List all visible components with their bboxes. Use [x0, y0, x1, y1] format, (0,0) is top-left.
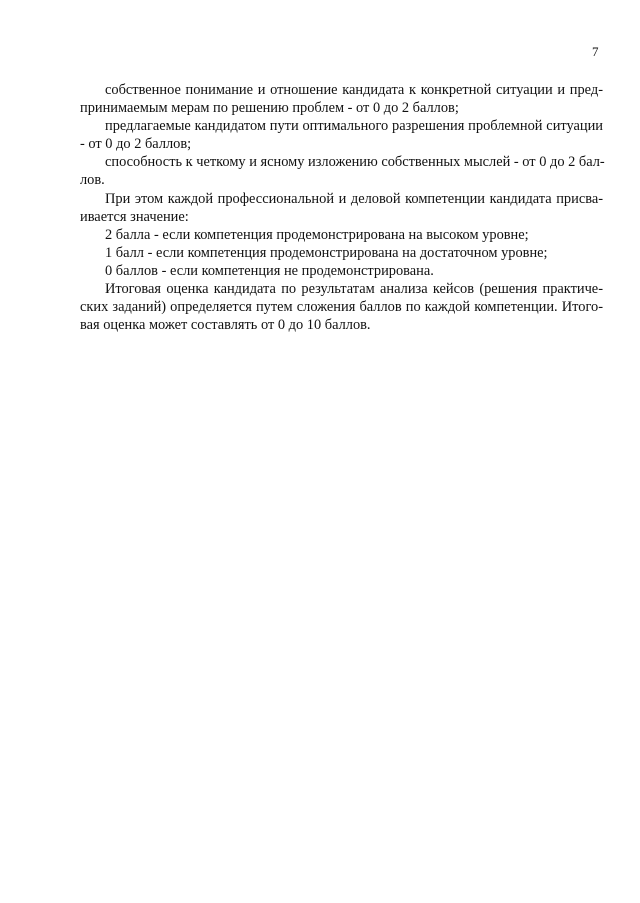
paragraph-line: лов.: [80, 172, 105, 189]
paragraph-line: собственное понимание и отношение кандидата к конкретной ситуации и пред-: [105, 82, 603, 98]
paragraph-line: ских заданий) определяется путем сложения баллов по каждой компетенции. Итого-: [80, 299, 603, 316]
paragraph-score-one: [80, 244, 603, 262]
paragraph-score-two: [80, 226, 603, 244]
paragraph-line: - от 0 до 2 баллов;: [80, 136, 192, 153]
document-body: [80, 81, 603, 334]
paragraph-scoring-intro: [80, 190, 603, 226]
paragraph-line: Итоговая оценка кандидата по результатам анализа кейсов (решения практиче-: [105, 281, 603, 298]
paragraph-score-zero: [80, 262, 603, 280]
paragraph-criterion-understanding: [80, 81, 603, 117]
paragraph-final-score: [80, 280, 603, 334]
paragraph-criterion-expression: [80, 153, 603, 189]
paragraph-criterion-solutions: [80, 117, 603, 153]
paragraph-line: 2 балла - если компетенция продемонстрирована на высоком уровне;: [105, 226, 529, 243]
page-number: 7: [592, 44, 599, 59]
paragraph-line: способность к четкому и ясному изложению собственных мыслей - от 0 до 2 бал-: [105, 154, 605, 171]
paragraph-line: вая оценка может составлять от 0 до 10 баллов.: [80, 317, 371, 334]
paragraph-line: 0 баллов - если компетенция не продемонстрирована.: [105, 262, 434, 279]
paragraph-line: При этом каждой профессиональной и деловой компетенции кандидата присва-: [105, 190, 603, 207]
paragraph-line: принимаемым мерам по решению проблем - от 0 до 2 баллов;: [80, 100, 459, 117]
paragraph-line: предлагаемые кандидатом пути оптимального разрешения проблемной ситуации: [105, 118, 603, 135]
paragraph-line: ивается значение:: [80, 208, 189, 225]
paragraph-line: 1 балл - если компетенция продемонстрирована на достаточном уровне;: [105, 244, 548, 261]
